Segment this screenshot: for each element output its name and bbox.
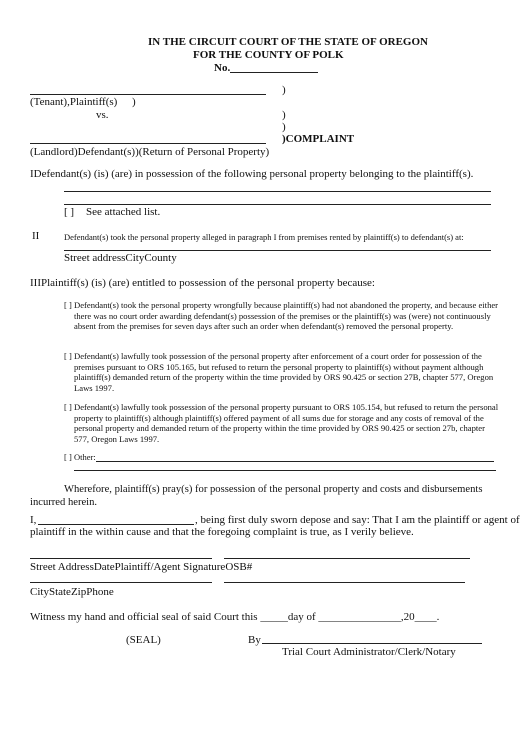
case-number-label: No. [214, 62, 231, 74]
section-ii-text: Defendant(s) took the personal property alleged in paragraph I from premises rented by plaintiff(s) to defendant(s) at: [64, 232, 464, 242]
phone-field[interactable] [224, 582, 465, 583]
clerk-signature-field[interactable] [262, 643, 482, 644]
option-2-text: Defendant(s) lawfully took possession of the personal property after enforcement of a court order for possession of the premises pursuant to ORS 105.165, but refused to return the personal property to plaintiff(s) without payment although plaintiff(s) demanded return of the property within the time provided by ORS 90.425 or section 27B, chapter 577, Oregon Laws 1997. [74, 351, 494, 394]
caption-paren-1: ) [282, 84, 286, 96]
section-ii-numeral: II [32, 230, 40, 242]
clerk-title: Trial Court Administrator/Clerk/Notary [282, 646, 456, 658]
section-iii-text: IIIPlaintiff(s) (is) (are) entitled to possession of the personal property because: [30, 277, 375, 289]
street-address-date-field[interactable] [30, 558, 212, 559]
option-1-checkbox[interactable]: [ ] [64, 300, 72, 310]
other-label: Other: [74, 452, 96, 462]
rental-address-field[interactable] [64, 250, 491, 251]
property-line-1[interactable] [64, 191, 491, 192]
by-label: By [248, 634, 261, 646]
plaintiff-name-field[interactable] [30, 94, 266, 95]
city-state-zip-labels: CityStateZipPhone [30, 586, 114, 598]
section-i-text: IDefendant(s) (is) (are) in possession of the following personal property belonging to the plaintiff(s). [30, 168, 474, 180]
verification-line-2: plaintiff in the within cause and that the foregoing complaint is true, as I verily believe. [30, 526, 414, 538]
attached-list-checkbox[interactable]: [ ] [64, 206, 75, 218]
attached-list-label: See attached list. [86, 206, 161, 218]
complaint-title: )COMPLAINT [282, 133, 355, 145]
court-title: IN THE CIRCUIT COURT OF THE STATE OF OREGON [148, 36, 428, 48]
seal-label: (SEAL) [126, 634, 161, 646]
prayer-text: Wherefore, plaintiff(s) pray(s) for possession of the personal property and costs and disbursements incurred herein. [30, 484, 483, 508]
caption-paren-tenant: ) [132, 96, 136, 108]
case-number-field[interactable] [230, 72, 318, 73]
verification-text: , being first duly sworn depose and say: That I am the plaintiff or agent of [195, 514, 520, 526]
other-reason-line-1[interactable] [96, 461, 494, 462]
witness-text: Witness my hand and official seal of said Court this _____day of _______________,20____. [30, 611, 440, 623]
landlord-defendant-label: (Landlord)Defendant(s))(Return of Personal Property) [30, 146, 270, 158]
option-1-text: Defendant(s) took the personal property wrongfully because plaintiff(s) had not abandoned the property, and because either there was no court order awarding defendant(s) possession of the premises or the plaintiff(s) was (were) not continuously absent from the premises for seven days after such an order when defendant(s) removed the personal property. [74, 300, 499, 332]
caption-paren-2: ) [282, 109, 286, 121]
option-3-checkbox[interactable]: [ ] [64, 402, 72, 412]
signature-block-labels: Street AddressDatePlaintiff/Agent SignatureOSB# [30, 561, 253, 573]
option-3-text: Defendant(s) lawfully took possession of the personal property pursuant to ORS 105.154, but refused to return the personal property to plaintiff(s) although plaintiff(s) offered payment of all sums due for storage and any costs of removal of the personal property and demanded return of the property within the time provided by ORS 90.425 or section 27b, chapter 577, Oregon Laws 1997. [74, 402, 499, 445]
tenant-plaintiff-label: (Tenant),Plaintiff(s) [30, 96, 118, 108]
affiant-name-field[interactable] [38, 524, 194, 525]
option-2-checkbox[interactable]: [ ] [64, 351, 72, 361]
property-line-2[interactable] [64, 204, 491, 205]
other-reason-line-2[interactable] [74, 470, 496, 471]
address-labels: Street addressCityCounty [64, 252, 177, 264]
county-title: FOR THE COUNTY OF POLK [193, 49, 344, 61]
other-checkbox[interactable]: [ ] [64, 452, 72, 462]
versus-label: vs. [96, 109, 109, 121]
verification-lead: I, [30, 514, 37, 526]
caption-paren-3: ) [282, 121, 286, 133]
defendant-name-field[interactable] [30, 143, 266, 144]
signature-osb-field[interactable] [224, 558, 470, 559]
city-state-zip-field[interactable] [30, 582, 212, 583]
